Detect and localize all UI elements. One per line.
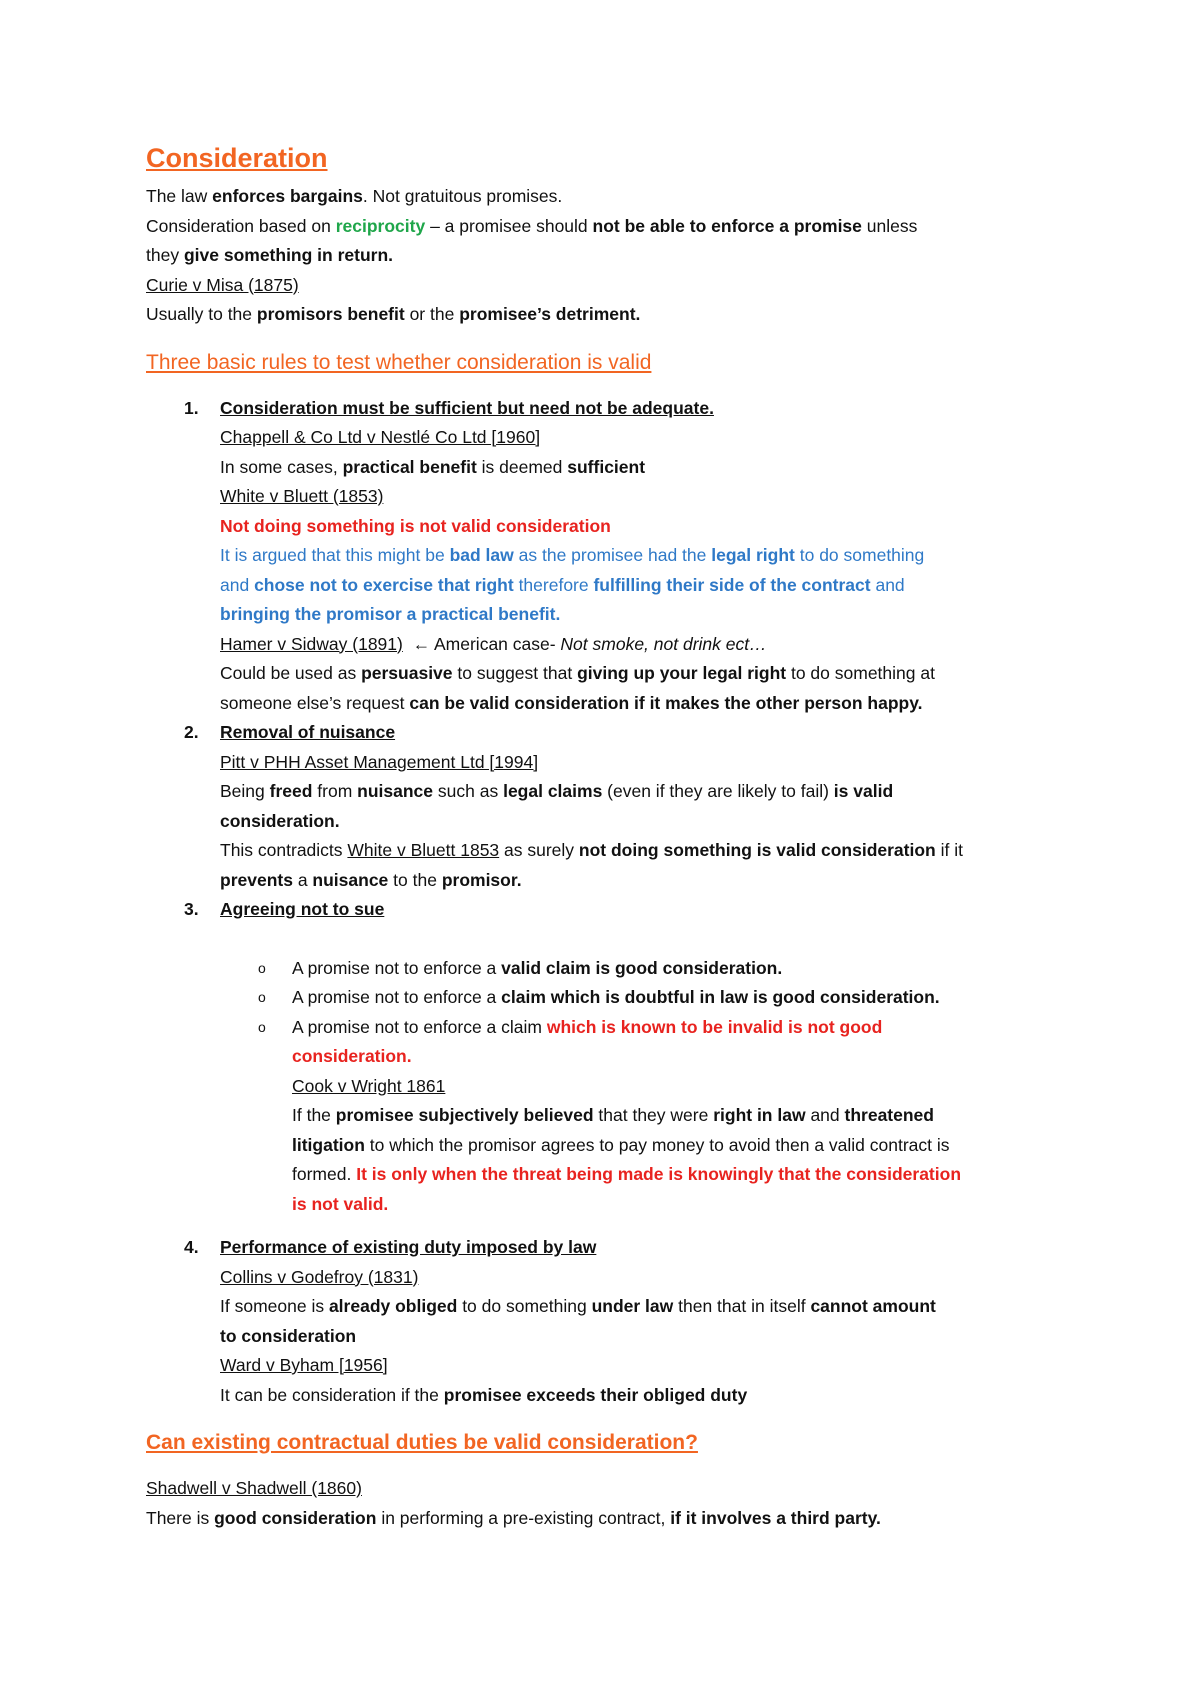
shadwell-section (146, 1474, 1076, 1533)
rule-2 (146, 718, 1076, 895)
text: Being (220, 781, 270, 801)
text: from (312, 781, 358, 801)
bullet-icon: o (258, 989, 266, 1005)
bold-text: chose not to exercise that right (254, 574, 514, 595)
text: . Not gratuitous promises. (362, 186, 563, 206)
text: It can be consideration if the (220, 1384, 444, 1405)
text: (even if they are likely to fail) (602, 781, 834, 801)
text: to do something (457, 1296, 592, 1316)
bold-text: fulfilling their side of the contract (593, 574, 871, 595)
list-number: 1. (184, 397, 199, 418)
case-name: White v Bluett 1853 (347, 840, 500, 860)
bold-text: enforces bargains (212, 186, 363, 206)
text: is deemed (476, 456, 568, 477)
text: Consideration based on (146, 215, 336, 236)
case-name: Hamer v Sidway (1891) (220, 633, 403, 654)
text: There is (146, 1507, 215, 1528)
list-number: 2. (184, 722, 199, 742)
section-heading-rules: Three basic rules to test whether consideration is valid (146, 350, 652, 374)
red-text: is not valid. (292, 1193, 389, 1214)
text: A promise not to enforce a (292, 987, 502, 1007)
bullet-icon: o (258, 1018, 266, 1035)
bold-text: is valid (833, 781, 894, 801)
case-name: Cook v Wright 1861 (292, 1075, 446, 1096)
intro-line (146, 300, 1076, 330)
text: If the (292, 1105, 336, 1125)
text: as the promisee had the (513, 545, 712, 565)
bold-text: already obliged (328, 1296, 458, 1316)
bold-text: nuisance (312, 869, 389, 890)
rule-title: Consideration must be sufficient but need not be adequate. (220, 397, 714, 418)
case-name: Shadwell v Shadwell (1860) (146, 1478, 362, 1498)
bold-text: not doing something is valid consideration (578, 840, 936, 860)
text: The law (146, 186, 213, 206)
bold-text: promisor. (441, 869, 522, 890)
bold-text: promisee’s detriment. (459, 304, 641, 324)
text: then that in itself (673, 1296, 811, 1316)
italic-text: Not smoke, not drink ect… (560, 633, 767, 654)
bold-text: under law (591, 1296, 674, 1316)
text: if it (935, 840, 963, 860)
text: A promise not to enforce a claim (292, 1016, 547, 1037)
bold-text: promisee subjectively believed (335, 1105, 594, 1125)
text: to do something (794, 545, 925, 565)
highlight-text: reciprocity (335, 215, 426, 236)
list-number: 4. (184, 1237, 199, 1257)
bold-text: can be valid consideration if it makes the other person happy. (409, 692, 923, 713)
text: a (292, 869, 313, 890)
intro-section (146, 182, 1076, 330)
text: and (870, 574, 905, 595)
text: therefore (513, 574, 594, 595)
text: to which the promisor agrees to pay money to avoid then a valid contract is (364, 1134, 950, 1155)
bold-text: persuasive (361, 663, 453, 683)
bold-text: right in law (713, 1105, 806, 1125)
text: to the (388, 869, 442, 890)
bold-text: legal claims (503, 781, 603, 801)
text: In some cases, (220, 456, 343, 477)
text: that they were (593, 1105, 714, 1125)
red-text: which is known to be invalid is not good (546, 1016, 883, 1037)
text: It is argued that this might be (220, 545, 450, 565)
document-page (146, 140, 1076, 1533)
spacer (146, 1219, 1076, 1233)
blank-line (146, 925, 1076, 954)
text: to do something at (786, 663, 935, 683)
case-citation (146, 271, 1076, 301)
text: as surely (499, 840, 579, 860)
intro-line (146, 212, 1076, 242)
text: unless (861, 215, 918, 236)
bold-text: bad law (449, 545, 514, 565)
text: they (146, 245, 184, 265)
bold-text: valid claim is good consideration. (501, 957, 783, 978)
text: and (805, 1105, 845, 1125)
bold-text: good consideration (214, 1507, 377, 1528)
rule-title: Performance of existing duty imposed by law (220, 1237, 597, 1257)
bold-text: not be able to enforce a promise (592, 215, 862, 236)
case-name: White v Bluett (1853) (220, 486, 384, 506)
red-note: Not doing something is not valid consideration (220, 515, 611, 536)
list-number: 3. (184, 899, 199, 919)
case-name: Ward v Byham [1956] (220, 1355, 388, 1375)
bold-text: litigation (292, 1134, 365, 1155)
bold-text: give something in return. (183, 245, 394, 265)
bold-text: legal right (711, 545, 795, 565)
bold-text: cannot amount (810, 1296, 936, 1316)
rule-title: Removal of nuisance (220, 722, 396, 742)
sub-bullet (146, 954, 1076, 984)
bold-text: practical benefit (342, 456, 477, 477)
bold-text: freed (269, 781, 313, 801)
bold-text: consideration. (220, 810, 340, 831)
text: If someone is (220, 1296, 329, 1316)
sub-bullet (146, 983, 1076, 1013)
rule-1 (146, 394, 1076, 719)
bold-text: promisors benefit (256, 304, 405, 324)
text: formed. (292, 1164, 357, 1184)
bold-text: if it involves a third party. (670, 1507, 881, 1528)
red-text: It is only when the threat being made is knowingly that the consideration (356, 1164, 962, 1184)
page-title: Consideration (146, 143, 328, 173)
rule-3 (146, 895, 1076, 925)
bold-text: threatened (844, 1105, 934, 1125)
bold-text: promisee exceeds their obliged duty (443, 1384, 748, 1405)
text: or the (404, 304, 460, 324)
text: Could be used as (220, 663, 362, 683)
intro-line (146, 182, 1076, 212)
bullet-icon: o (258, 959, 266, 976)
bold-text: claim which is doubtful in law is good consideration. (501, 987, 940, 1007)
rule-title: Agreeing not to sue (220, 899, 385, 919)
text: such as (433, 781, 504, 801)
rule-4 (146, 1233, 1076, 1410)
case-name: Chappell & Co Ltd v Nestlé Co Ltd [1960] (220, 427, 541, 447)
text: Usually to the (146, 304, 257, 324)
section-heading-existing-duties: Can existing contractual duties be valid consideration? (146, 1431, 698, 1454)
intro-line (146, 241, 1076, 271)
bold-text: prevents (220, 869, 293, 890)
text: and (220, 574, 255, 595)
text: This contradicts (220, 840, 348, 860)
bold-text: to consideration (220, 1325, 357, 1346)
bold-text: sufficient (567, 456, 646, 477)
text: in performing a pre-existing contract, (376, 1507, 671, 1528)
text: to suggest that (452, 663, 578, 683)
case-name: Collins v Godefroy (1831) (220, 1266, 419, 1287)
case-name: Curie v Misa (1875) (146, 274, 299, 295)
sub-bullet (146, 1013, 1076, 1220)
case-name: Pitt v PHH Asset Management Ltd [1994] (220, 751, 539, 772)
red-text: consideration. (292, 1046, 412, 1066)
bold-text: bringing the promisor a practical benefit. (220, 604, 561, 624)
text: – a promisee should (425, 215, 593, 236)
text: someone else’s request (220, 692, 410, 713)
text: A promise not to enforce a (292, 957, 502, 978)
arrow-left-icon: ← (412, 633, 431, 654)
text: American case- (430, 633, 561, 654)
bold-text: nuisance (357, 781, 434, 801)
bold-text: giving up your legal right (577, 663, 787, 683)
